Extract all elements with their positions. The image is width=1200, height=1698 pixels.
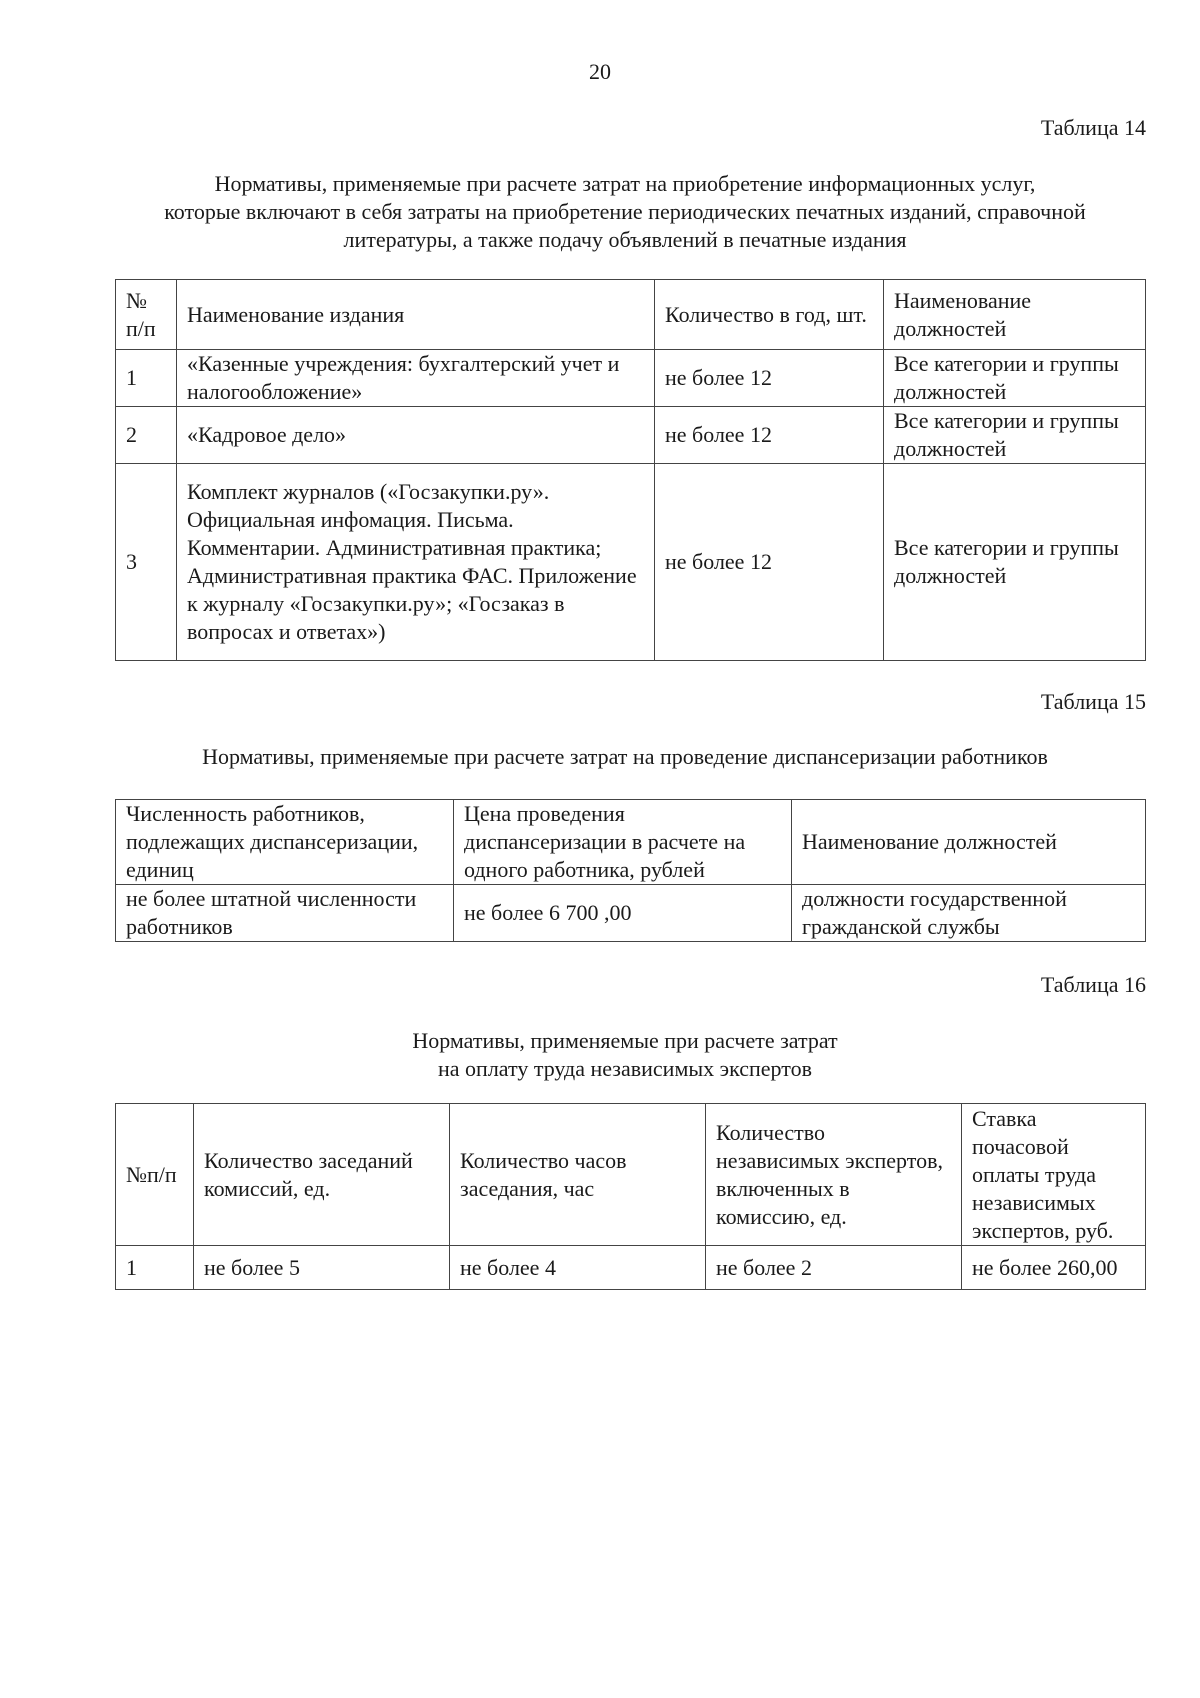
header-cell: Наименование должностей [884, 280, 1146, 350]
table-row [116, 407, 1146, 464]
table-header-row [116, 280, 1146, 350]
cell: 1 [116, 1246, 194, 1290]
table-row [116, 464, 1146, 661]
table-header-row [116, 1104, 1146, 1246]
cell: 1 [116, 350, 177, 407]
table-row [116, 350, 1146, 407]
page-number: 20 [589, 59, 611, 84]
table14-caption-line2: которые включают в себя затраты на приобретение периодических печатных изданий, справочной [164, 199, 1086, 224]
header-cell: Количество заседаний комиссий, ед. [194, 1104, 450, 1246]
table16-caption-line1: Нормативы, применяемые при расчете затрат [412, 1028, 838, 1053]
table-header-row [116, 800, 1146, 885]
cell: не более 2 [706, 1246, 962, 1290]
header-cell: Цена проведения диспансеризации в расчете на одного работника, рублей [454, 800, 792, 885]
table14-caption [100, 170, 1150, 254]
header-cell: №п/п [116, 1104, 194, 1246]
table15 [115, 799, 1146, 942]
header-cell: Наименование издания [177, 280, 655, 350]
header-cell: Количество независимых экспертов, включенных в комиссию, ед. [706, 1104, 962, 1246]
cell: не более 12 [655, 350, 884, 407]
header-cell: Количество часов заседания, час [450, 1104, 706, 1246]
table14-caption-line1: Нормативы, применяемые при расчете затрат на приобретение информационных услуг, [214, 171, 1036, 196]
table16-label: Таблица 16 [1040, 972, 1146, 997]
table-row [116, 885, 1146, 942]
table14-label: Таблица 14 [1040, 115, 1146, 140]
table14-caption-line3: литературы, а также подачу объявлений в печатные издания [343, 227, 907, 252]
cell: не более 260,00 [962, 1246, 1146, 1290]
cell: Все категории и группы должностей [884, 464, 1146, 661]
cell: должности государственной гражданской службы [792, 885, 1146, 942]
header-cell: Численность работников, подлежащих диспансеризации, единиц [116, 800, 454, 885]
cell: не более 12 [655, 464, 884, 661]
table16-caption [100, 1027, 1150, 1083]
cell: Комплект журналов («Госзакупки.ру». Официальная инфомация. Письма. Комментарии. Административная практика; Административная практика ФАС. Приложение к журналу «Госзакупки.ру»; «Госзаказ в вопросах и ответах») [177, 464, 655, 661]
cell: не более 5 [194, 1246, 450, 1290]
cell: не более 4 [450, 1246, 706, 1290]
table16 [115, 1103, 1146, 1290]
cell: не более 12 [655, 407, 884, 464]
table14 [115, 279, 1146, 661]
cell: Все категории и группы должностей [884, 407, 1146, 464]
table15-caption: Нормативы, применяемые при расчете затрат на проведение диспансеризации работников [202, 744, 1048, 769]
header-cell: Ставка почасовой оплаты труда независимых экспертов, руб. [962, 1104, 1146, 1246]
cell: 3 [116, 464, 177, 661]
table15-label: Таблица 15 [1040, 689, 1146, 714]
cell: «Кадровое дело» [177, 407, 655, 464]
header-cell: № п/п [116, 280, 177, 350]
cell: Все категории и группы должностей [884, 350, 1146, 407]
header-cell: Количество в год, шт. [655, 280, 884, 350]
cell: не более штатной численности работников [116, 885, 454, 942]
table-row [116, 1246, 1146, 1290]
table16-caption-line2: на оплату труда независимых экспертов [438, 1056, 812, 1081]
cell: 2 [116, 407, 177, 464]
header-cell: Наименование должностей [792, 800, 1146, 885]
cell: «Казенные учреждения: бухгалтерский учет и налогообложение» [177, 350, 655, 407]
cell: не более 6 700 ,00 [454, 885, 792, 942]
